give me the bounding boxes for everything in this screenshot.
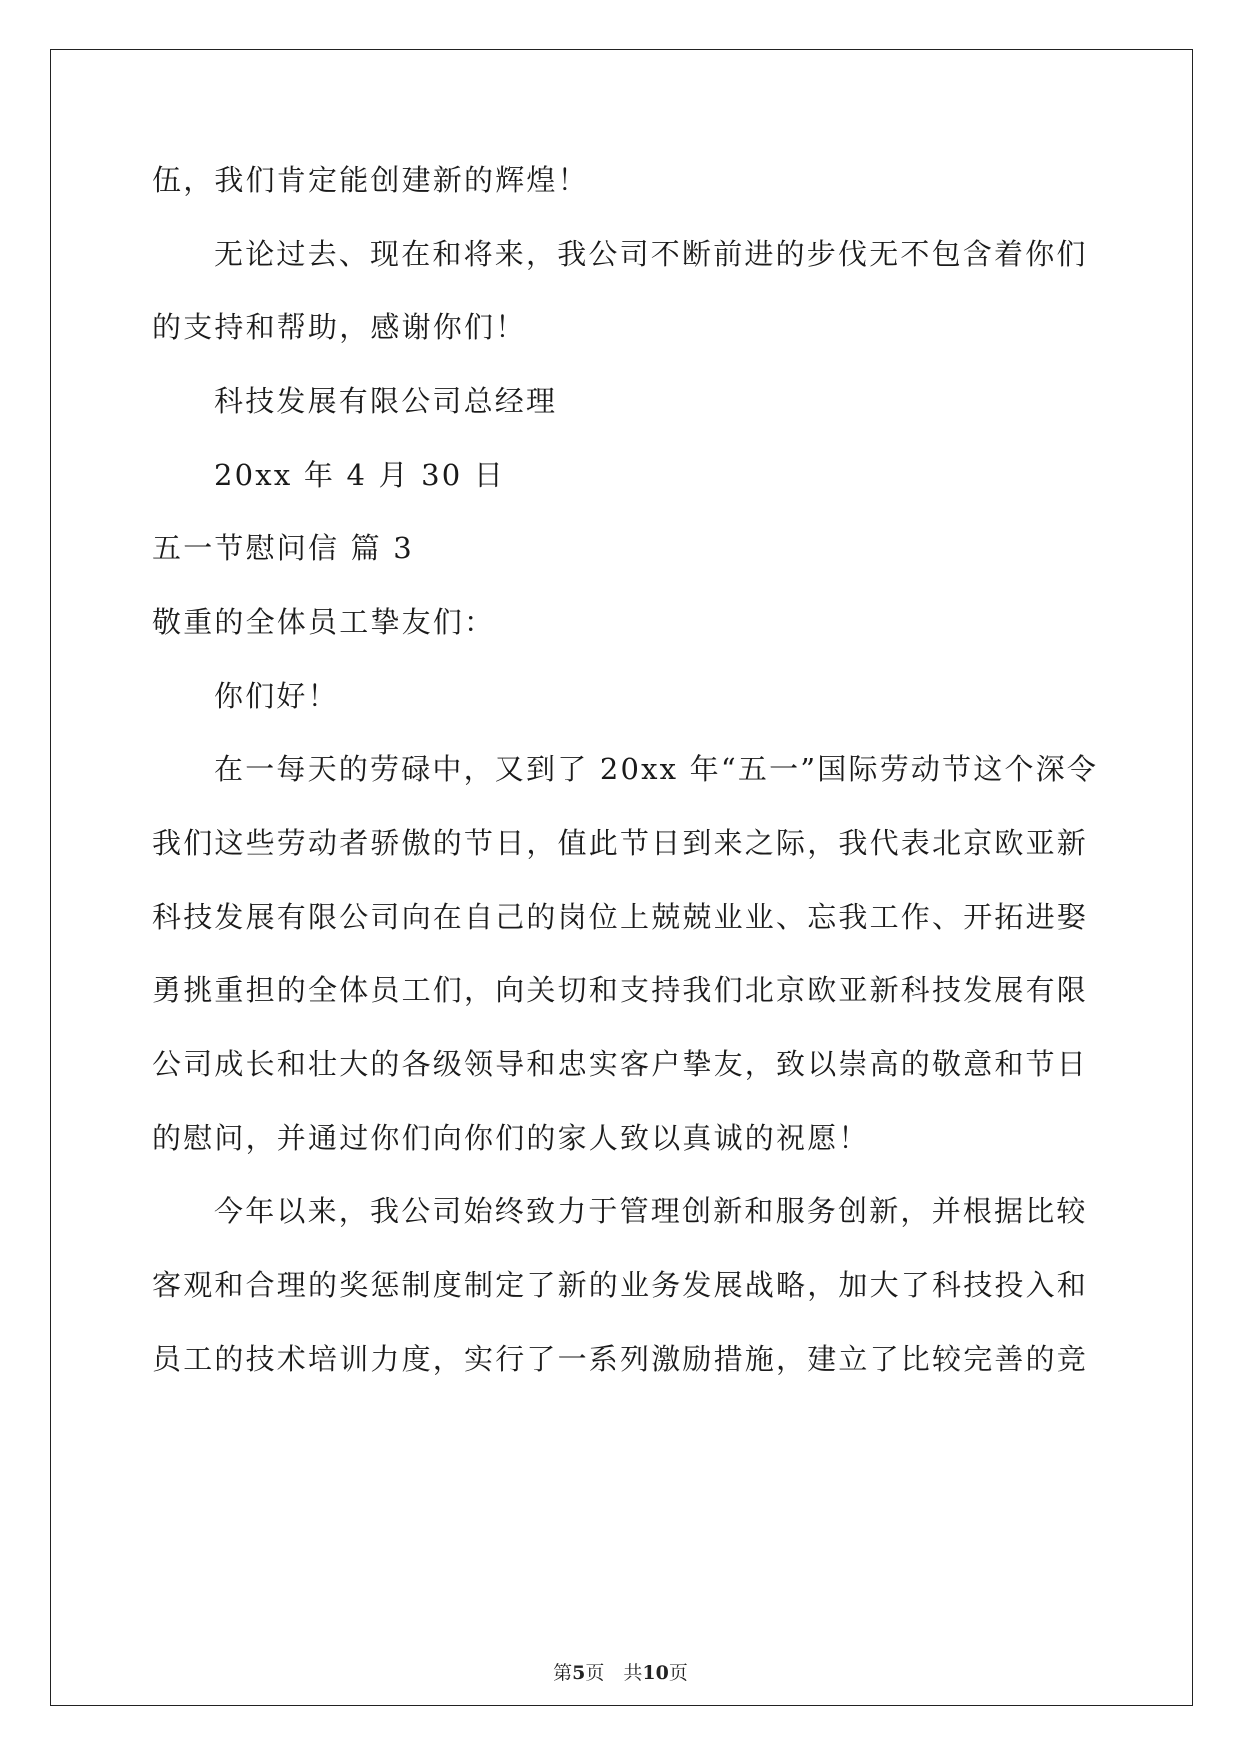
footer-page-suffix: 页 — [668, 1662, 688, 1684]
paragraph-line: 在一每天的劳碌中，又到了 20xx 年“五一”国际劳动节这个深令 — [214, 752, 1099, 786]
footer-page-number: 5 — [572, 1662, 586, 1684]
paragraph-line: 我们这些劳动者骄傲的节日，值此节日到来之际，我代表北京欧亚新 — [152, 826, 1089, 860]
footer-page-mid: 页 共 — [585, 1662, 643, 1684]
paragraph-line: 勇挑重担的全体员工们，向关切和支持我们北京欧亚新科技发展有限 — [152, 973, 1089, 1007]
footer-total-pages: 10 — [642, 1662, 669, 1684]
page-border — [50, 49, 1193, 1706]
section-heading: 五一节慰问信 篇 3 — [152, 531, 414, 565]
greeting: 你们好！ — [214, 679, 339, 713]
signature-company: 科技发展有限公司总经理 — [214, 384, 558, 418]
paragraph-line: 客观和合理的奖惩制度制定了新的业务发展战略，加大了科技投入和 — [152, 1268, 1089, 1302]
paragraph-line: 的支持和帮助，感谢你们！ — [152, 310, 527, 344]
paragraph-line: 科技发展有限公司向在自己的岗位上兢兢业业、忘我工作、开拓进娶 — [152, 900, 1089, 934]
paragraph-line: 公司成长和壮大的各级领导和忠实客户挚友，致以崇高的敬意和节日 — [152, 1047, 1089, 1081]
paragraph-line: 今年以来，我公司始终致力于管理创新和服务创新，并根据比较 — [214, 1194, 1088, 1228]
footer-page-prefix: 第 — [553, 1662, 573, 1684]
page-footer — [0, 1658, 1241, 1685]
paragraph-line: 无论过去、现在和将来，我公司不断前进的步伐无不包含着你们 — [214, 237, 1088, 271]
paragraph-line: 的慰问，并通过你们向你们的家人致以真诚的祝愿！ — [152, 1121, 870, 1155]
paragraph-line: 伍，我们肯定能创建新的辉煌！ — [152, 163, 589, 197]
signature-date: 20xx 年 4 月 30 日 — [214, 458, 506, 492]
salutation: 敬重的全体员工挚友们： — [152, 605, 496, 639]
paragraph-line: 员工的技术培训力度，实行了一系列激励措施，建立了比较完善的竞 — [152, 1342, 1089, 1376]
